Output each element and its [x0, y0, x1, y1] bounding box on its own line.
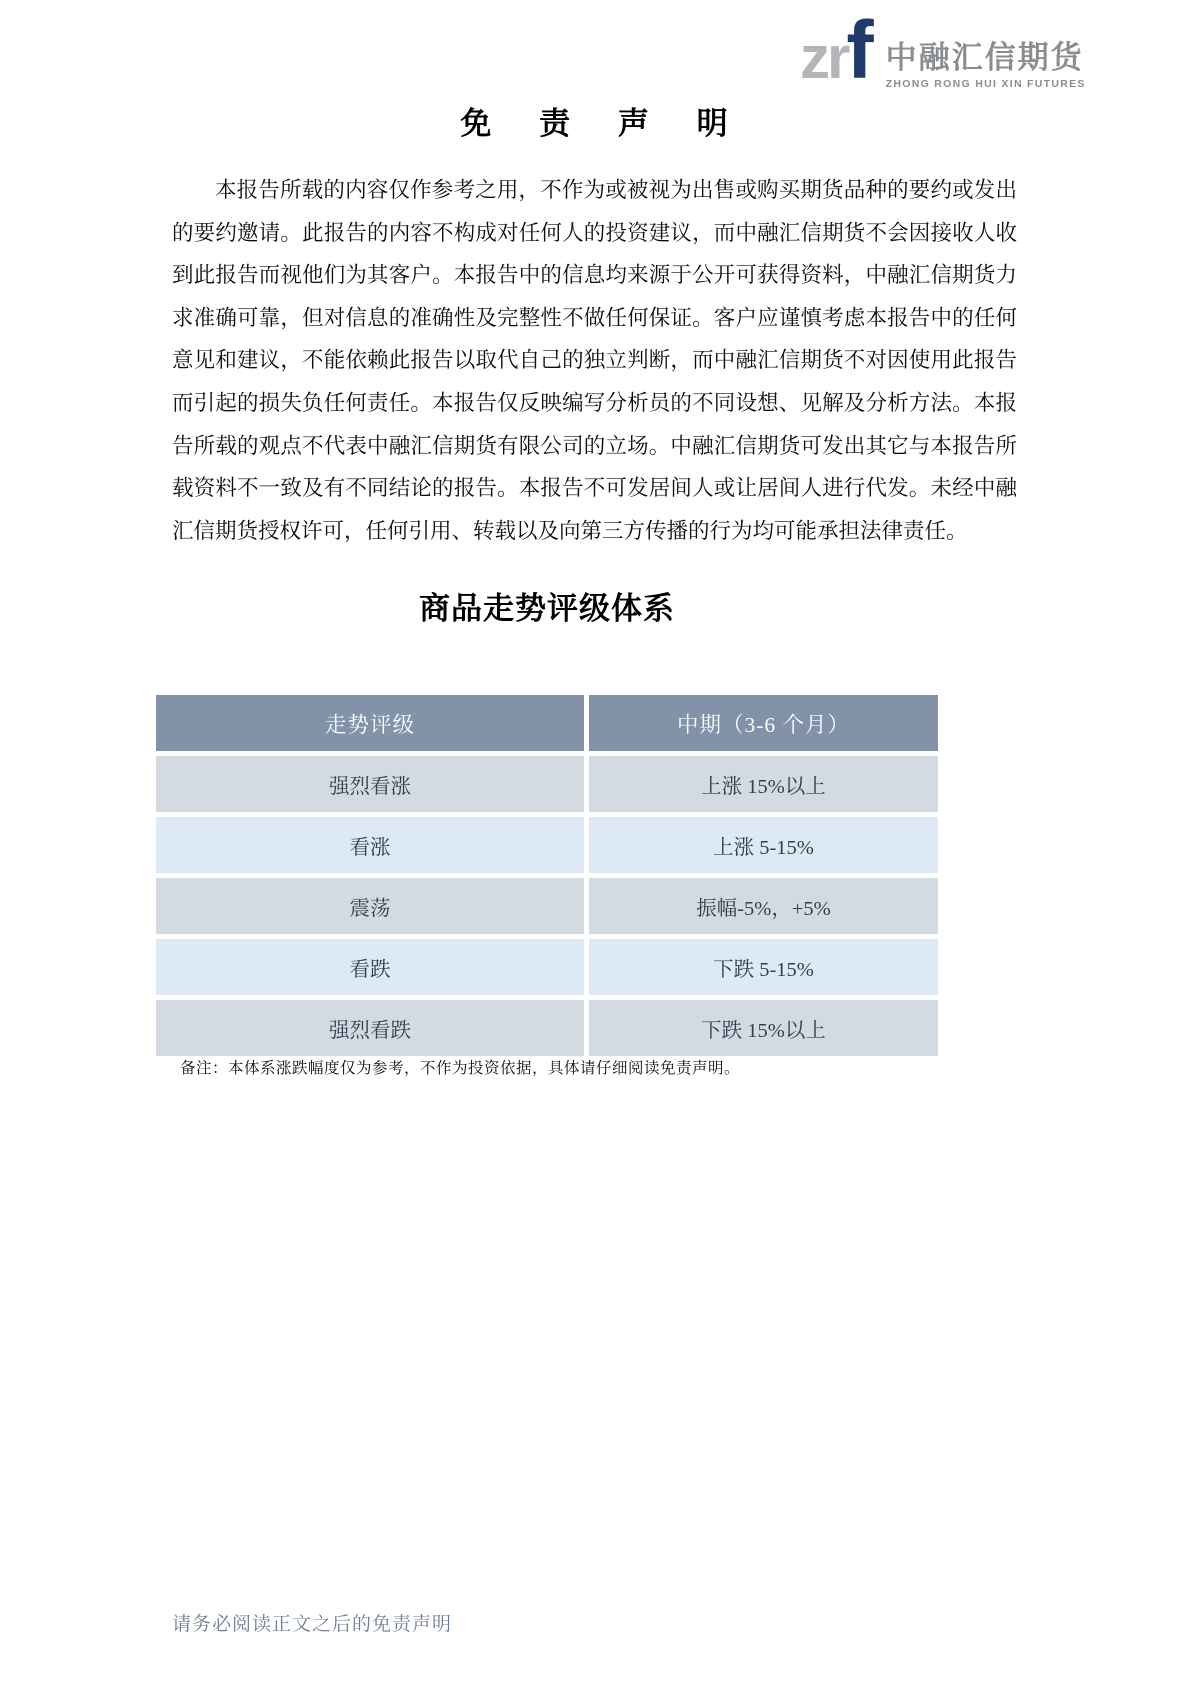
page-title: 免 责 声 明 — [460, 106, 748, 141]
logo-zrf-mark — [800, 5, 874, 96]
footer-disclaimer: 请务必阅读正文之后的免责声明 — [172, 1614, 453, 1635]
table-header-rating: 走势评级 — [156, 695, 584, 751]
table-cell-range-sideways: 振幅-5%，+5% — [589, 878, 938, 934]
disclaimer-paragraph: 本报告所载的内容仅作参考之用，不作为或被视为出售或购买期货品种的要约或发出的要约邀请。此报告的内容不构成对任何人的投资建议，而中融汇信期货不会因接收人收到此报告而视他们为其客户。本报告中的信息均来源于公开可获得资料，中融汇信期货力求准确可靠，但对信息的准确性及完整性不做任何保证。客户应谨慎考虑本报告中的任何意见和建议，不能依赖此报告以取代自己的独立判断，而中融汇信期货不对因使用此报告而引起的损失负任何责任。本报告仅反映编写分析员的不同设想、见解及分析方法。本报告所载的观点不代表中融汇信期货有限公司的立场。中融汇信期货可发出其它与本报告所载资料不一致及有不同结论的报告。本报告不可发居间人或让居间人进行代发。未经中融汇信期货授权许可，任何引用、转载以及向第三方传播的行为均可能承担法律责任。 — [172, 178, 1017, 543]
company-name-cn: 中融汇信期货 — [885, 40, 1084, 76]
table-cell-rating-strong-bear: 强烈看跌 — [156, 1000, 584, 1056]
logo-names — [886, 42, 1086, 92]
table-cell-rating-strong-bull: 强烈看涨 — [156, 756, 584, 812]
table-cell-range-strong-bull: 上涨 15%以上 — [589, 756, 938, 812]
rating-table — [156, 695, 938, 1056]
logo-zr-letters: zr — [800, 24, 848, 91]
table-note: 备注：本体系涨跌幅度仅为参考，不作为投资依据，具体请仔细阅读免责声明。 — [180, 1060, 741, 1077]
table-cell-rating-sideways: 震荡 — [156, 878, 584, 934]
rating-section-title: 商品走势评级体系 — [419, 591, 675, 626]
table-cell-range-strong-bear: 下跌 15%以上 — [589, 1000, 938, 1056]
table-cell-rating-bull: 看涨 — [156, 817, 584, 873]
logo-f-letter: f — [846, 5, 874, 96]
table-cell-rating-bear: 看跌 — [156, 939, 584, 995]
table-cell-range-bear: 下跌 5-15% — [589, 939, 938, 995]
company-name-en: ZHONG RONG HUI XIN FUTURES — [885, 78, 1086, 90]
company-logo — [800, 5, 1130, 96]
table-cell-range-bull: 上涨 5-15% — [589, 817, 938, 873]
table-header-midterm: 中期（3-6 个月） — [589, 695, 938, 751]
